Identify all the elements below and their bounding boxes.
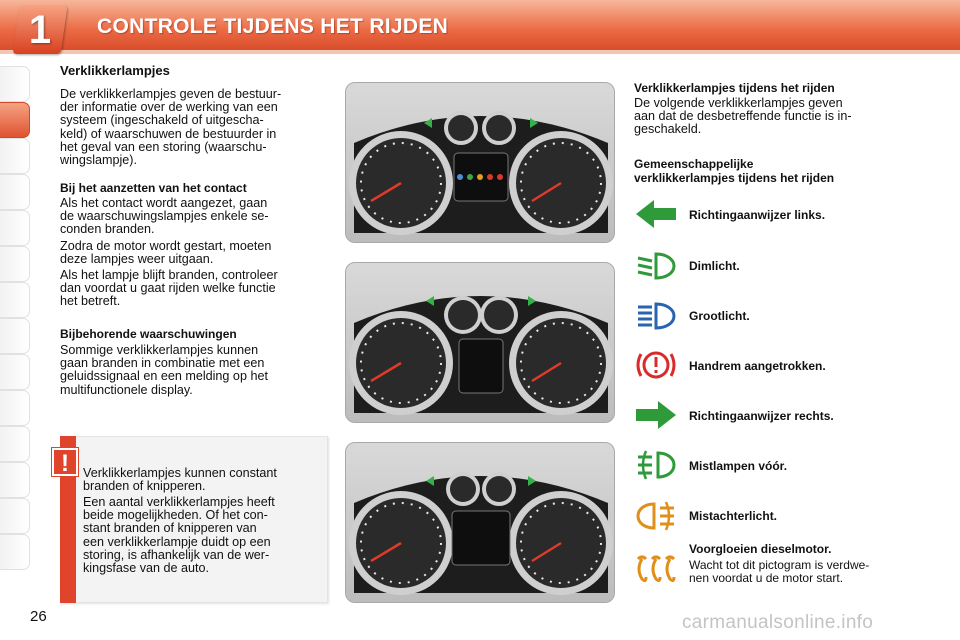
high-beam-icon [634, 298, 678, 334]
glow-plug-note: Wacht tot dit pictogram is verdwe- nen voordat u de motor start. [689, 558, 870, 585]
note-paragraph-1: Verklikkerlampjes kunnen constant branden of knipperen. [83, 466, 277, 494]
chapter-tab-active[interactable] [0, 102, 30, 138]
page-number: 26 [30, 608, 47, 625]
chapter-tab[interactable] [0, 426, 30, 462]
chapter-tab[interactable] [0, 282, 30, 318]
dashboard-illustration-3 [345, 442, 615, 603]
warnings-paragraph: Sommige verklikkerlampjes kunnen gaan branden in combinatie met een geluidssignaal en een melding op het multifunctionele display. [60, 343, 268, 397]
chapter-tab[interactable] [0, 390, 30, 426]
chapter-number: 1 [28, 8, 52, 52]
common-heading: Gemeenschappelijke verklikkerlampjes tijdens het rijden [634, 157, 835, 185]
chapter-tab[interactable] [0, 318, 30, 354]
right-intro: De volgende verklikkerlampjes geven aan dat de desbetreffende functie is in- geschakeld. [634, 96, 852, 137]
dashboard-illustration-2 [345, 262, 615, 423]
chapter-tab[interactable] [0, 246, 30, 282]
chapter-tab[interactable] [0, 354, 30, 390]
indicator-label: Handrem aangetrokken. [689, 359, 826, 373]
chapter-tab[interactable] [0, 462, 30, 498]
chapter-tabs [0, 66, 34, 574]
chapter-tab[interactable] [0, 534, 30, 570]
right-arrow-icon [634, 397, 678, 433]
indicator-label: Voorgloeien dieselmotor. [689, 542, 832, 556]
indicator-label: Dimlicht. [689, 259, 740, 273]
intro-paragraph: De verklikkerlampjes geven de bestuur- der informatie over de werking van een systeem (ingeschakeld of uitgescha- keld) of waarschuwen de bestuurder in het geval van een storing (waarschu- wingslampje). [60, 87, 282, 168]
note-paragraph-2: Een aantal verklikkerlampjes heeft beide mogelijkheden. Of het con- stant branden of knipperen van een verklikkerlampje duidt op een storing, is afhankelijk van de wer- kingsfase van de auto. [83, 495, 275, 576]
rear-fog-icon [634, 498, 678, 534]
right-heading: Verklikkerlampjes tijdens het rijden [634, 81, 835, 95]
chapter-tab[interactable] [0, 174, 30, 210]
indicator-label: Richtingaanwijzer rechts. [689, 409, 834, 423]
contact-heading: Bij het aanzetten van het contact [60, 181, 247, 195]
indicator-label: Grootlicht. [689, 309, 750, 323]
left-arrow-icon [634, 196, 678, 232]
chapter-tab[interactable] [0, 138, 30, 174]
handbrake-icon [634, 347, 678, 383]
indicator-label: Richtingaanwijzer links. [689, 208, 826, 222]
exclamation-icon: ! [52, 448, 78, 476]
chapter-tab[interactable] [0, 66, 30, 102]
glow-plug-icon [634, 551, 678, 587]
contact-paragraph-1: Als het contact wordt aangezet, gaan de waarschuwingslampjes enkele se- conden branden. [60, 196, 269, 237]
header-underline [0, 50, 960, 54]
page-title: CONTROLE TIJDENS HET RIJDEN [97, 15, 449, 38]
section-heading: Verklikkerlampjes [60, 63, 170, 78]
warnings-heading: Bijbehorende waarschuwingen [60, 327, 237, 341]
chapter-tab[interactable] [0, 210, 30, 246]
contact-paragraph-3: Als het lampje blijft branden, controleer dan voordat u gaat rijden welke functie het betreft. [60, 268, 278, 309]
contact-paragraph-2: Zodra de motor wordt gestart, moeten deze lampjes weer uitgaan. [60, 239, 272, 267]
dashboard-illustration-1 [345, 82, 615, 243]
low-beam-icon [634, 248, 678, 284]
indicator-label: Mistlampen vóór. [689, 459, 788, 473]
front-fog-icon [634, 447, 678, 483]
indicator-label: Mistachterlicht. [689, 509, 778, 523]
chapter-tab[interactable] [0, 498, 30, 534]
watermark: carmanualsonline.info [682, 612, 874, 633]
